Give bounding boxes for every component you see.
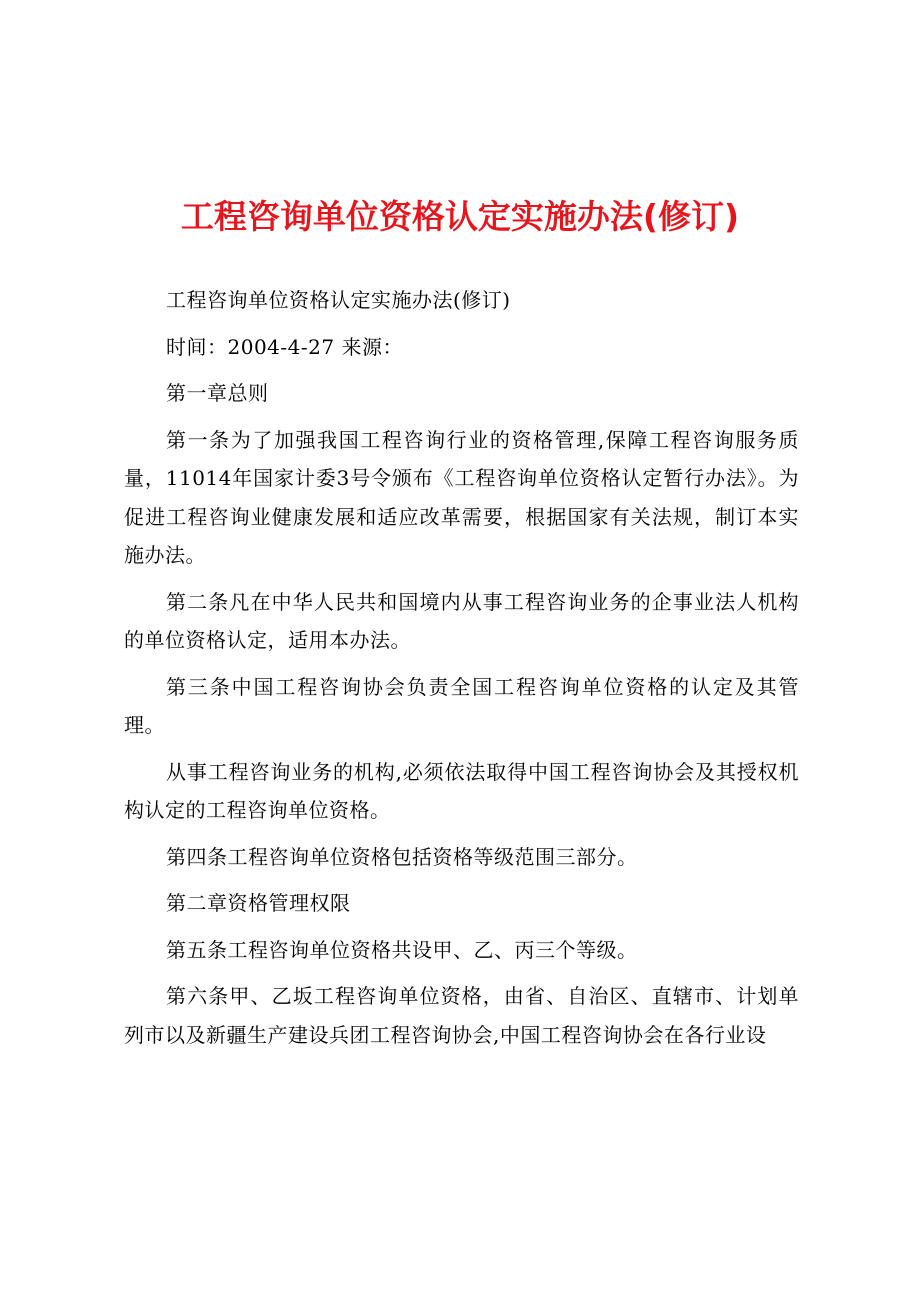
article-3: 第三条中国工程咨询协会负责全国工程咨询单位资格的认定及其管理。 <box>124 674 799 737</box>
article-2: 第二条凡在中华人民共和国境内从事工程咨询业务的企事业法人机构的单位资格认定，适用本办法。 <box>124 589 799 652</box>
article-4: 第四条工程咨询单位资格包括资格等级范围三部分。 <box>166 844 638 869</box>
document-title: 工程咨询单位资格认定实施办法(修订) <box>180 197 740 236</box>
paragraph-subtitle: 工程咨询单位资格认定实施办法(修订) <box>166 288 511 312</box>
chapter-heading-1: 第一章总则 <box>166 381 269 405</box>
article-6: 第六条甲、乙坂工程咨询单位资格，由省、自治区、直辖市、计划单列市以及新疆生产建设兵团工程咨询协会,中国工程咨询协会在各行业设 <box>124 984 799 1047</box>
article-1: 第一条为了加强我国工程咨询行业的资格管理,保障工程咨询服务质量，11014年国家计委3号令颁布《工程咨询单位资格认定暂行办法》。为促进工程咨询业健康发展和适应改革需要，根据国家有关法规，制订本实施办法。 <box>124 427 799 567</box>
article-5: 第五条工程咨询单位资格共设甲、乙、丙三个等级。 <box>166 937 638 962</box>
document-body <box>124 281 799 1062</box>
chapter-heading-2: 第二章资格管理权限 <box>166 891 351 915</box>
paragraph-meta: 时间：2004-4-27 来源： <box>166 334 403 359</box>
article-3-continued: 从事工程咨询业务的机构,必须依法取得中国工程咨询协会及其授权机构认定的工程咨询单位资格。 <box>124 759 799 822</box>
